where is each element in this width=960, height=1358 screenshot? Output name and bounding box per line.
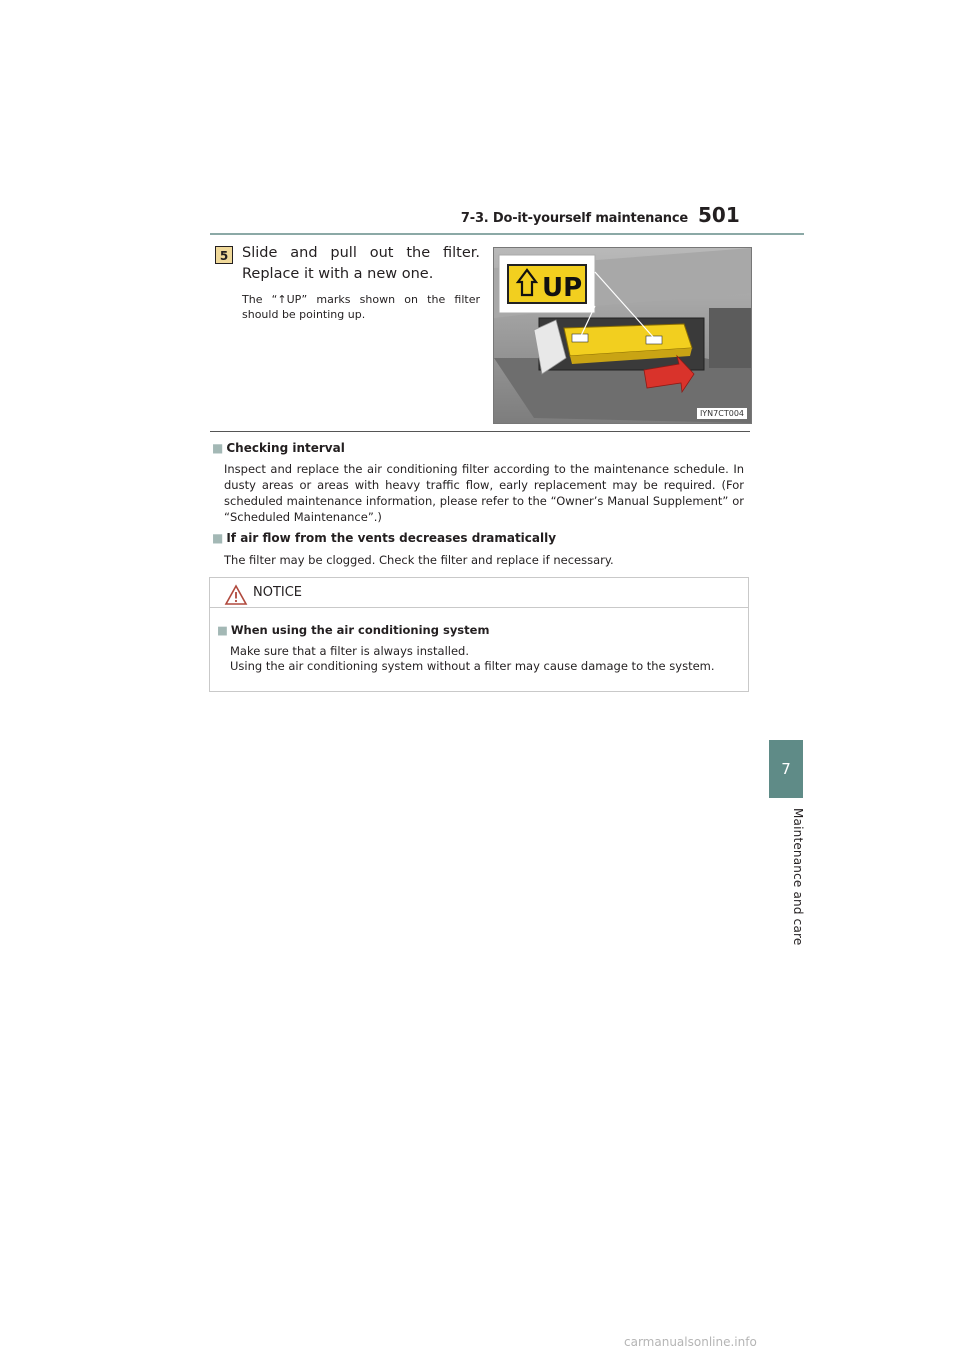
page-number: 501: [698, 203, 740, 227]
notice-title: NOTICE: [253, 585, 303, 600]
chapter-tab: 7: [769, 740, 803, 798]
figure-code: IYN7CT004: [697, 408, 747, 419]
checking-interval-heading: ■ Checking interval: [212, 441, 345, 455]
section-divider: [210, 431, 750, 432]
notice-body: [230, 644, 740, 674]
square-bullet-icon: ■: [217, 623, 228, 637]
warning-triangle-icon: [224, 584, 248, 606]
filter-illustration-drawing: [494, 248, 751, 423]
notice-item-heading: ■ When using the air conditioning system: [217, 623, 490, 637]
up-label: UP: [542, 273, 583, 303]
header-divider: [210, 233, 804, 235]
notice-box: [209, 577, 749, 692]
filter-illustration: [493, 247, 752, 424]
section-title: 7-3. Do-it-yourself maintenance: [460, 211, 688, 226]
notice-line-2: Using the air conditioning system without a filter may cause damage to the system.: [230, 659, 715, 673]
square-bullet-icon: ■: [212, 531, 224, 545]
notice-divider: [210, 607, 748, 608]
chapter-label: Maintenance and care: [791, 808, 805, 946]
step-number-badge: 5: [215, 246, 233, 264]
air-flow-body: The filter may be clogged. Check the filter and replace if necessary.: [224, 553, 614, 567]
square-bullet-icon: ■: [212, 441, 224, 455]
air-flow-heading: ■ If air flow from the vents decreases dramatically: [212, 531, 557, 545]
checking-interval-body: Inspect and replace the air conditioning filter according to the maintenance schedule. In dusty areas or areas with heavy traffic flow, early replacement may be required. (For scheduled maintenance information, please refer to the “Owner’s Manual Supplement” or “Scheduled Maintenance”.): [224, 462, 744, 524]
step-instruction: Slide and pull out the filter. Replace it with a new one.: [242, 245, 480, 282]
step-note: The “↑UP” marks shown on the filter should be pointing up.: [242, 293, 480, 321]
footer-watermark: carmanualsonline.info: [624, 1335, 757, 1349]
notice-line-1: Make sure that a filter is always installed.: [230, 644, 469, 658]
